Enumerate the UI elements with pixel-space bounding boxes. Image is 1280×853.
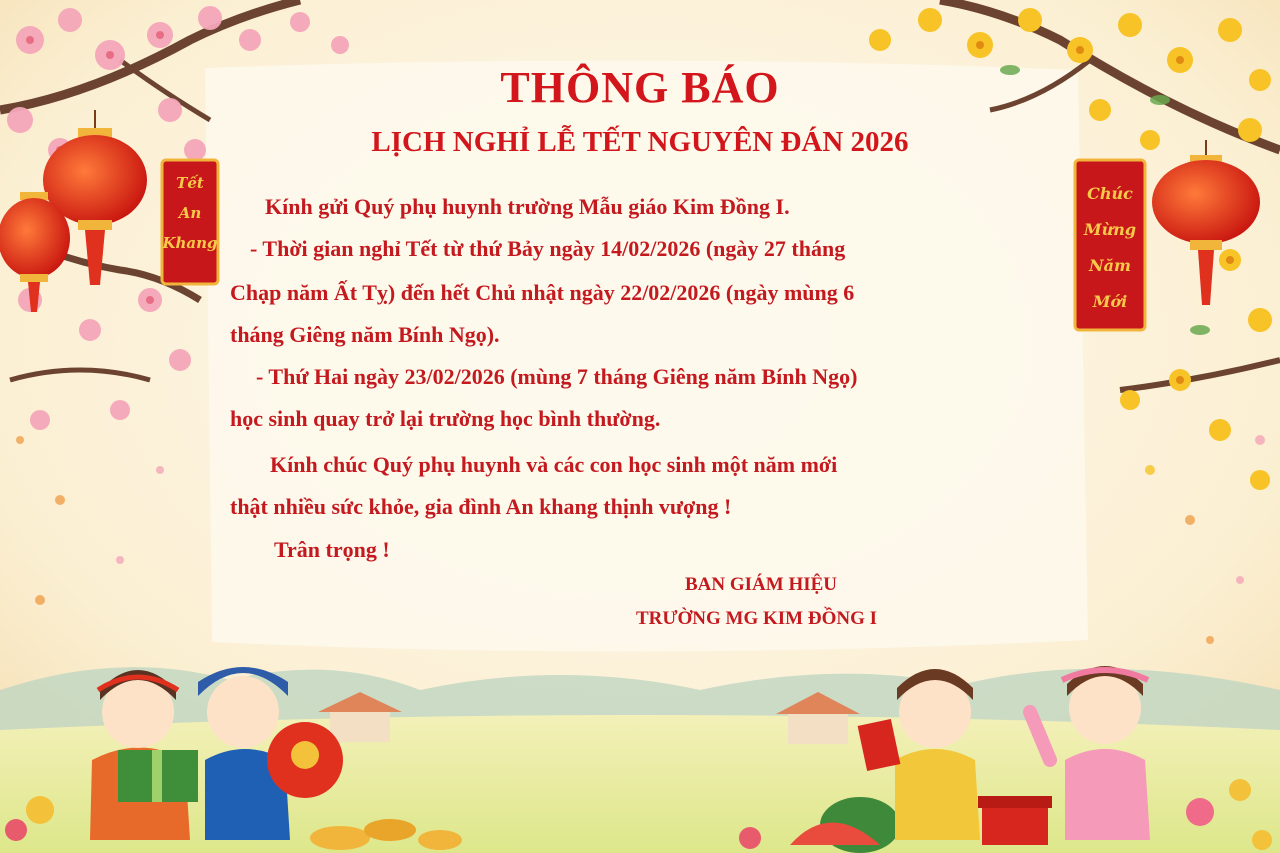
notice-greeting: Kính gửi Quý phụ huynh trường Mẫu giáo Kim Đồng I.	[265, 194, 790, 219]
notice-line: - Thời gian nghỉ Tết từ thứ Bảy ngày 14/02/2026 (ngày 27 tháng	[250, 236, 846, 261]
notice-line: tháng Giêng năm Bính Ngọ).	[230, 322, 500, 347]
banner-left-text	[162, 168, 218, 258]
notice-line: học sinh quay trở lại trường học bình thường.	[230, 406, 661, 431]
gift-box-right	[978, 796, 1052, 845]
banner-left-word: Khang	[162, 234, 218, 252]
signature-board: BAN GIÁM HIỆU	[685, 574, 838, 595]
notice-closing: Trân trọng !	[274, 537, 390, 562]
banner-left-word: An	[178, 204, 202, 222]
notice-line: Chạp năm Ất Tỵ) đến hết Chủ nhật ngày 22/02/2026 (ngày mùng 6	[230, 280, 855, 305]
banner-right-word: Chúc	[1087, 184, 1133, 203]
banner-right-text	[1075, 176, 1145, 320]
banner-left-word: Tết	[176, 174, 204, 192]
notice-subtitle: LỊCH NGHỈ LỄ TẾT NGUYÊN ĐÁN 2026	[371, 126, 909, 158]
notice-line: - Thứ Hai ngày 23/02/2026 (mùng 7 tháng Giêng năm Bính Ngọ)	[256, 364, 858, 389]
signature-school: TRƯỜNG MG KIM ĐỒNG I	[636, 608, 878, 629]
banner-right-word: Năm	[1089, 256, 1131, 275]
notice-title: THÔNG BÁO	[500, 63, 780, 112]
notice-wishes: thật nhiều sức khỏe, gia đình An khang thịnh vượng !	[230, 494, 732, 519]
notice-wishes: Kính chúc Quý phụ huynh và các con học sinh một năm mới	[270, 452, 838, 477]
banner-right-word: Mừng	[1083, 220, 1137, 239]
banner-right-word: Mới	[1092, 292, 1128, 311]
